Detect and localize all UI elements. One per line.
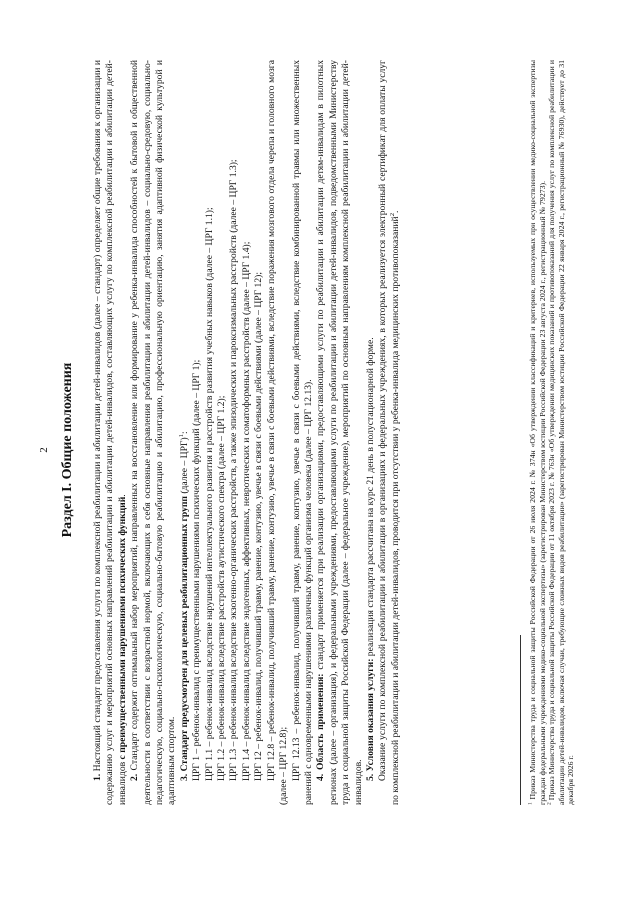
footnote-ref-2[interactable]: 2 (388, 212, 396, 217)
paragraph-5-text: реализация стандарта рассчитана на курс 21 день в полустационарной форме. (364, 337, 376, 659)
paragraph-1-number: 1. (92, 773, 103, 781)
footnote-1 (528, 60, 547, 805)
paragraph-2-text: Стандарт содержит оптимальный набор мероприятий, направленных на восстановление или формирование у ребенка-инвалида способностей к бытовой и общественной деятельности в соответствии с возрастной нормой, включающих в себя основные направления реабилитации и абилитации детей-инвалидов – социально-средовую, социально-педагогическую, социально-психологическую, социально-бытовую реабилитацию и абилитацию, профессиональную ориентацию, занятия адаптивной физической культурой и адаптивным спортом. (129, 60, 178, 805)
paragraph-4-heading: 4. Область применения: (315, 673, 327, 781)
footnote-2 (547, 60, 576, 805)
footnote-1-mark: 1 (527, 802, 534, 805)
paragraph-1 (92, 60, 129, 805)
paragraph-5-second-end: . (389, 210, 401, 213)
crg-line: ЦРГ 1 – ребенок-инвалид с преимущественными нарушениями психических функций (далее – ЦРГ 1); (191, 359, 203, 781)
paragraph-3-end: : (178, 431, 190, 434)
crg-line: ЦРГ 12 – ребенок-инвалид, получивший травму, ранение, контузию, увечье в связи с боевыми действиями (далее – ЦРГ 12); (253, 271, 265, 781)
crg-line: ЦРГ 1.4 – ребенок-инвалид вследствие эндогенных, аффективных, невротических и соматоформных расстройств (далее – ЦРГ 1.4); (240, 241, 252, 781)
crg-line: ЦРГ 1.1 – ребенок-инвалид вследствие нарушений интеллектуального развития и расстройств развития учебных навыков (далее – ЦРГ 1.1); (203, 207, 215, 781)
crg-line: ЦРГ 1.3 – ребенок-инвалид вследствие экзогенно-органических расстройств, а также эпизодических и пароксизмальных расстройств (далее – ЦРГ 1.3); (228, 159, 240, 781)
paragraph-5-continuation (377, 60, 402, 805)
footnote-2-mark: 2 (546, 802, 553, 805)
footnotes (528, 60, 576, 805)
paragraph-1-text: Настоящий стандарт предоставления услуги по комплексной реабилитации и абилитации детей-инвалидов (далее – стандарт) определяет общие требования к организации и содержанию услуг и мероприятий основных направлений реабилитации и абилитации детей-инвалидов, составляющих услугу по комплексной реабилитации и абилитации детей-инвалидов (92, 60, 128, 805)
paragraph-5-heading: 5. Условия оказания услуги: (364, 658, 376, 781)
paragraph-4 (315, 60, 365, 805)
paragraph-2-number: 2. (129, 773, 141, 781)
footnote-ref-1[interactable]: 1 (177, 433, 185, 438)
paragraph-1-bold: с преимущественными нарушениями психических функций (116, 496, 128, 760)
paragraph-5 (365, 60, 377, 805)
footnote-2-text: Приказ Министерства труда и социальной защиты Российской Федерации от 11 октября 2023 г. № 763н «Об утверждении медицинских показаний и противопоказаний для получения услуг по комплексной реабилитации и абилитации детей-инвалидов, включая случаи, требующие сложных видов реабилитации» (зарегистрирован Министерством юстиции Российской Федерации 22 января 2024 г., регистрационный № 76930), действует до 31 декабря 2026 г. (547, 60, 576, 805)
section-title: Раздел I. Общие положения (60, 362, 75, 538)
footnote-separator (520, 635, 521, 805)
crg-line: ЦРГ 12.8 – ребенок-инвалид, получивший травму, ранение, контузию, увечье в связи с боевыми действиями, вследствие поражения мозгового отдела черепа и головного мозга (далее – ЦРГ 12.8); (265, 60, 290, 805)
crg-line: ЦРГ 1.2 – ребенок-инвалид вследствие расстройств аутистического спектра (далее – ЦРГ 1.2); (216, 395, 228, 781)
paragraph-2 (129, 60, 179, 805)
page-number: 2 (38, 447, 50, 453)
body-text (92, 60, 402, 805)
paragraph-4-text: стандарт применяется при реализации организациями, предоставляющими услуги по реабилитации и абилитации детям-инвалидам в пилотных регионах (далее – организация), и федеральными учреждениями, предоставляющими услуги по реабилитации и абилитации детей-инвалидов, подведомственными Министерству труда и социальной защиты Российской Федерации (далее – федеральное учреждение), мероприятий по основным направлениям комплексной реабилитации и абилитации детей-инвалидов. (315, 59, 364, 805)
crg-line: ЦРГ 12.13 – ребенок-инвалид, получивший травму, ранение, контузию, увечье в связи с боевыми действиями, вследствие комбинированной травмы или множественных ранений с одновременными нарушениями различных функций организма человека (далее – ЦРГ 12.13). (290, 60, 314, 805)
footnote-1-text: Приказ Министерства труда и социальной защиты Российской Федерации от 26 июля 2024 г. № 374н «Об утверждении классификаций и критериев, используемых при осуществлении медико-социальной экспертизы граждан федеральными учреждениями медико-социальной экспертизы» (зарегистрирован Министерством юстиции Российской Федерации 23 августа 2024 г., регистрационный № 79273). (528, 60, 547, 805)
paragraph-3-heading: 3. Стандарт предусмотрен для целевых реабилитационных групп (178, 496, 190, 781)
paragraph-5-second-text: Оказание услуги по комплексной реабилитации и абилитации в организациях и федеральных учреждениях, в которых реализуется электронный сертификат для оплаты услуг по комплексной реабилитации и абилитации детей-инвалидов, проводится при отсутствии у ребенка-инвалида медицинских противопоказаний (377, 60, 401, 805)
paragraph-3 (179, 60, 191, 805)
paragraph-3-text: (далее – ЦРГ) (178, 437, 190, 497)
paragraph-1-end: . (116, 494, 128, 497)
